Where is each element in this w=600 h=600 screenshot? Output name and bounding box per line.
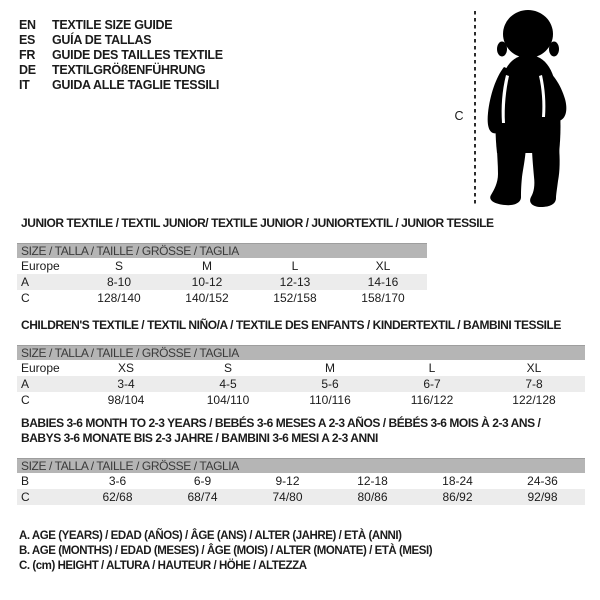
size-cell: 110/116	[309, 393, 351, 407]
guide-title: GUIDE DES TAILLES TEXTILE	[52, 48, 223, 62]
table-row-c	[17, 489, 585, 505]
size-cell: L	[291, 259, 299, 273]
guide-title: TEXTILGRÖßENFÜHRUNG	[52, 63, 206, 77]
size-cell: 3-6	[108, 474, 127, 488]
size-cell: M	[325, 361, 335, 375]
heading-line: CHILDREN'S TEXTILE / TEXTIL NIÑO/A / TEXTILE DES ENFANTS / KINDERTEXTIL / BAMBINI TESSILE	[21, 318, 561, 332]
heading-line: BABIES 3-6 MONTH TO 2-3 YEARS / BEBÉS 3-6 MESES A 2-3 AÑOS / BÉBÉS 3-6 MOIS À 2-3 ANS /	[21, 416, 541, 430]
size-cell: 8-10	[106, 275, 132, 289]
size-cell: XL	[375, 259, 391, 273]
size-cell: 62/68	[102, 490, 133, 504]
heading-line: JUNIOR TEXTILE / TEXTIL JUNIOR/ TEXTILE JUNIOR / JUNIORTEXTIL / JUNIOR TESSILE	[21, 216, 494, 230]
size-cell: 68/74	[187, 490, 218, 504]
row-label: Europe	[21, 361, 60, 375]
table-row-a	[17, 274, 427, 290]
size-table-children	[17, 345, 585, 408]
size-cell: 80/86	[357, 490, 388, 504]
table-header-bar: SIZE / TALLA / TAILLE / GRÖSSE / TAGLIA	[17, 458, 585, 473]
table-row-c	[17, 392, 585, 408]
size-cell: 116/122	[410, 393, 454, 407]
language-code: FR	[19, 48, 36, 62]
footnotes	[19, 529, 432, 574]
footnote-line-b: B. AGE (MONTHS) / EDAD (MESES) / ÂGE (MOIS) / ALTER (MONATE) / ETÀ (MESI)	[19, 545, 433, 557]
legend-row-en	[19, 18, 223, 33]
language-code: IT	[19, 78, 30, 92]
size-cell: 6-7	[423, 377, 441, 391]
size-cell: S	[223, 361, 232, 375]
section-heading-junior	[21, 216, 494, 231]
size-cell: 5-6	[321, 377, 339, 391]
size-cell: 3-4	[117, 377, 135, 391]
heading-line: BABYS 3-6 MONATE BIS 2-3 JAHRE / BAMBINI 3-6 MESI A 2-3 ANNI	[21, 431, 378, 445]
legend-row-de	[19, 63, 223, 78]
size-cell: 92/98	[527, 490, 558, 504]
guide-title: TEXTILE SIZE GUIDE	[52, 18, 173, 32]
size-cell: XS	[117, 361, 134, 375]
size-table-babies	[17, 458, 585, 505]
size-cell: 10-12	[191, 275, 223, 289]
legend-row-es	[19, 33, 223, 48]
size-cell: 6-9	[193, 474, 212, 488]
size-cell: 24-36	[527, 474, 558, 488]
row-label: C	[21, 393, 30, 407]
table-row-a	[17, 376, 585, 392]
size-cell: S	[114, 259, 123, 273]
legend-row-fr	[19, 48, 223, 63]
row-label: C	[21, 490, 30, 504]
table-header-bar: SIZE / TALLA / TAILLE / GRÖSSE / TAGLIA	[17, 243, 427, 258]
size-cell: 128/140	[97, 291, 141, 305]
legend-row-it	[19, 78, 223, 93]
table-row-b	[17, 473, 585, 489]
row-label: A	[21, 377, 30, 391]
size-cell: 86/92	[442, 490, 473, 504]
row-label: A	[21, 275, 30, 289]
footnote-line-c: C. (cm) HEIGHT / ALTURA / HAUTEUR / HÖHE / ALTEZZA	[19, 560, 307, 572]
size-cell: 9-12	[275, 474, 300, 488]
language-code: DE	[19, 63, 36, 77]
size-cell: L	[428, 361, 436, 375]
table-row-c	[17, 290, 427, 306]
size-cell: 18-24	[442, 474, 473, 488]
size-cell: 12-13	[279, 275, 311, 289]
row-label: B	[21, 474, 30, 488]
size-cell: 14-16	[367, 275, 399, 289]
size-cell: XL	[526, 361, 542, 375]
guide-title: GUÍA DE TALLAS	[52, 33, 152, 47]
size-table-junior	[17, 243, 427, 306]
size-cell: 152/158	[273, 291, 317, 305]
size-cell: 74/80	[272, 490, 303, 504]
size-cell: 4-5	[219, 377, 237, 391]
size-cell: 104/110	[206, 393, 250, 407]
size-cell: 98/104	[107, 393, 145, 407]
height-measure-label: C	[454, 109, 464, 123]
size-cell: 7-8	[525, 377, 543, 391]
size-cell: 158/170	[361, 291, 405, 305]
height-dashed-line	[474, 11, 476, 207]
language-legend	[19, 18, 223, 93]
table-row-europe	[17, 258, 427, 274]
table-header-bar: SIZE / TALLA / TAILLE / GRÖSSE / TAGLIA	[17, 345, 585, 360]
row-label: Europe	[21, 259, 60, 273]
language-code: EN	[19, 18, 36, 32]
guide-title: GUIDA ALLE TAGLIE TESSILI	[52, 78, 220, 92]
size-cell: 140/152	[185, 291, 229, 305]
row-label: C	[21, 291, 30, 305]
footnote-line-a: A. AGE (YEARS) / EDAD (AÑOS) / ÂGE (ANS) / ALTER (JAHRE) / ETÀ (ANNI)	[19, 530, 402, 542]
size-cell: 12-18	[357, 474, 388, 488]
section-heading-children	[21, 318, 561, 333]
size-cell: 122/128	[512, 393, 556, 407]
section-heading-babies	[21, 416, 540, 446]
baby-silhouette-icon	[484, 9, 574, 209]
size-cell: M	[202, 259, 212, 273]
language-code: ES	[19, 33, 36, 47]
table-row-europe	[17, 360, 585, 376]
